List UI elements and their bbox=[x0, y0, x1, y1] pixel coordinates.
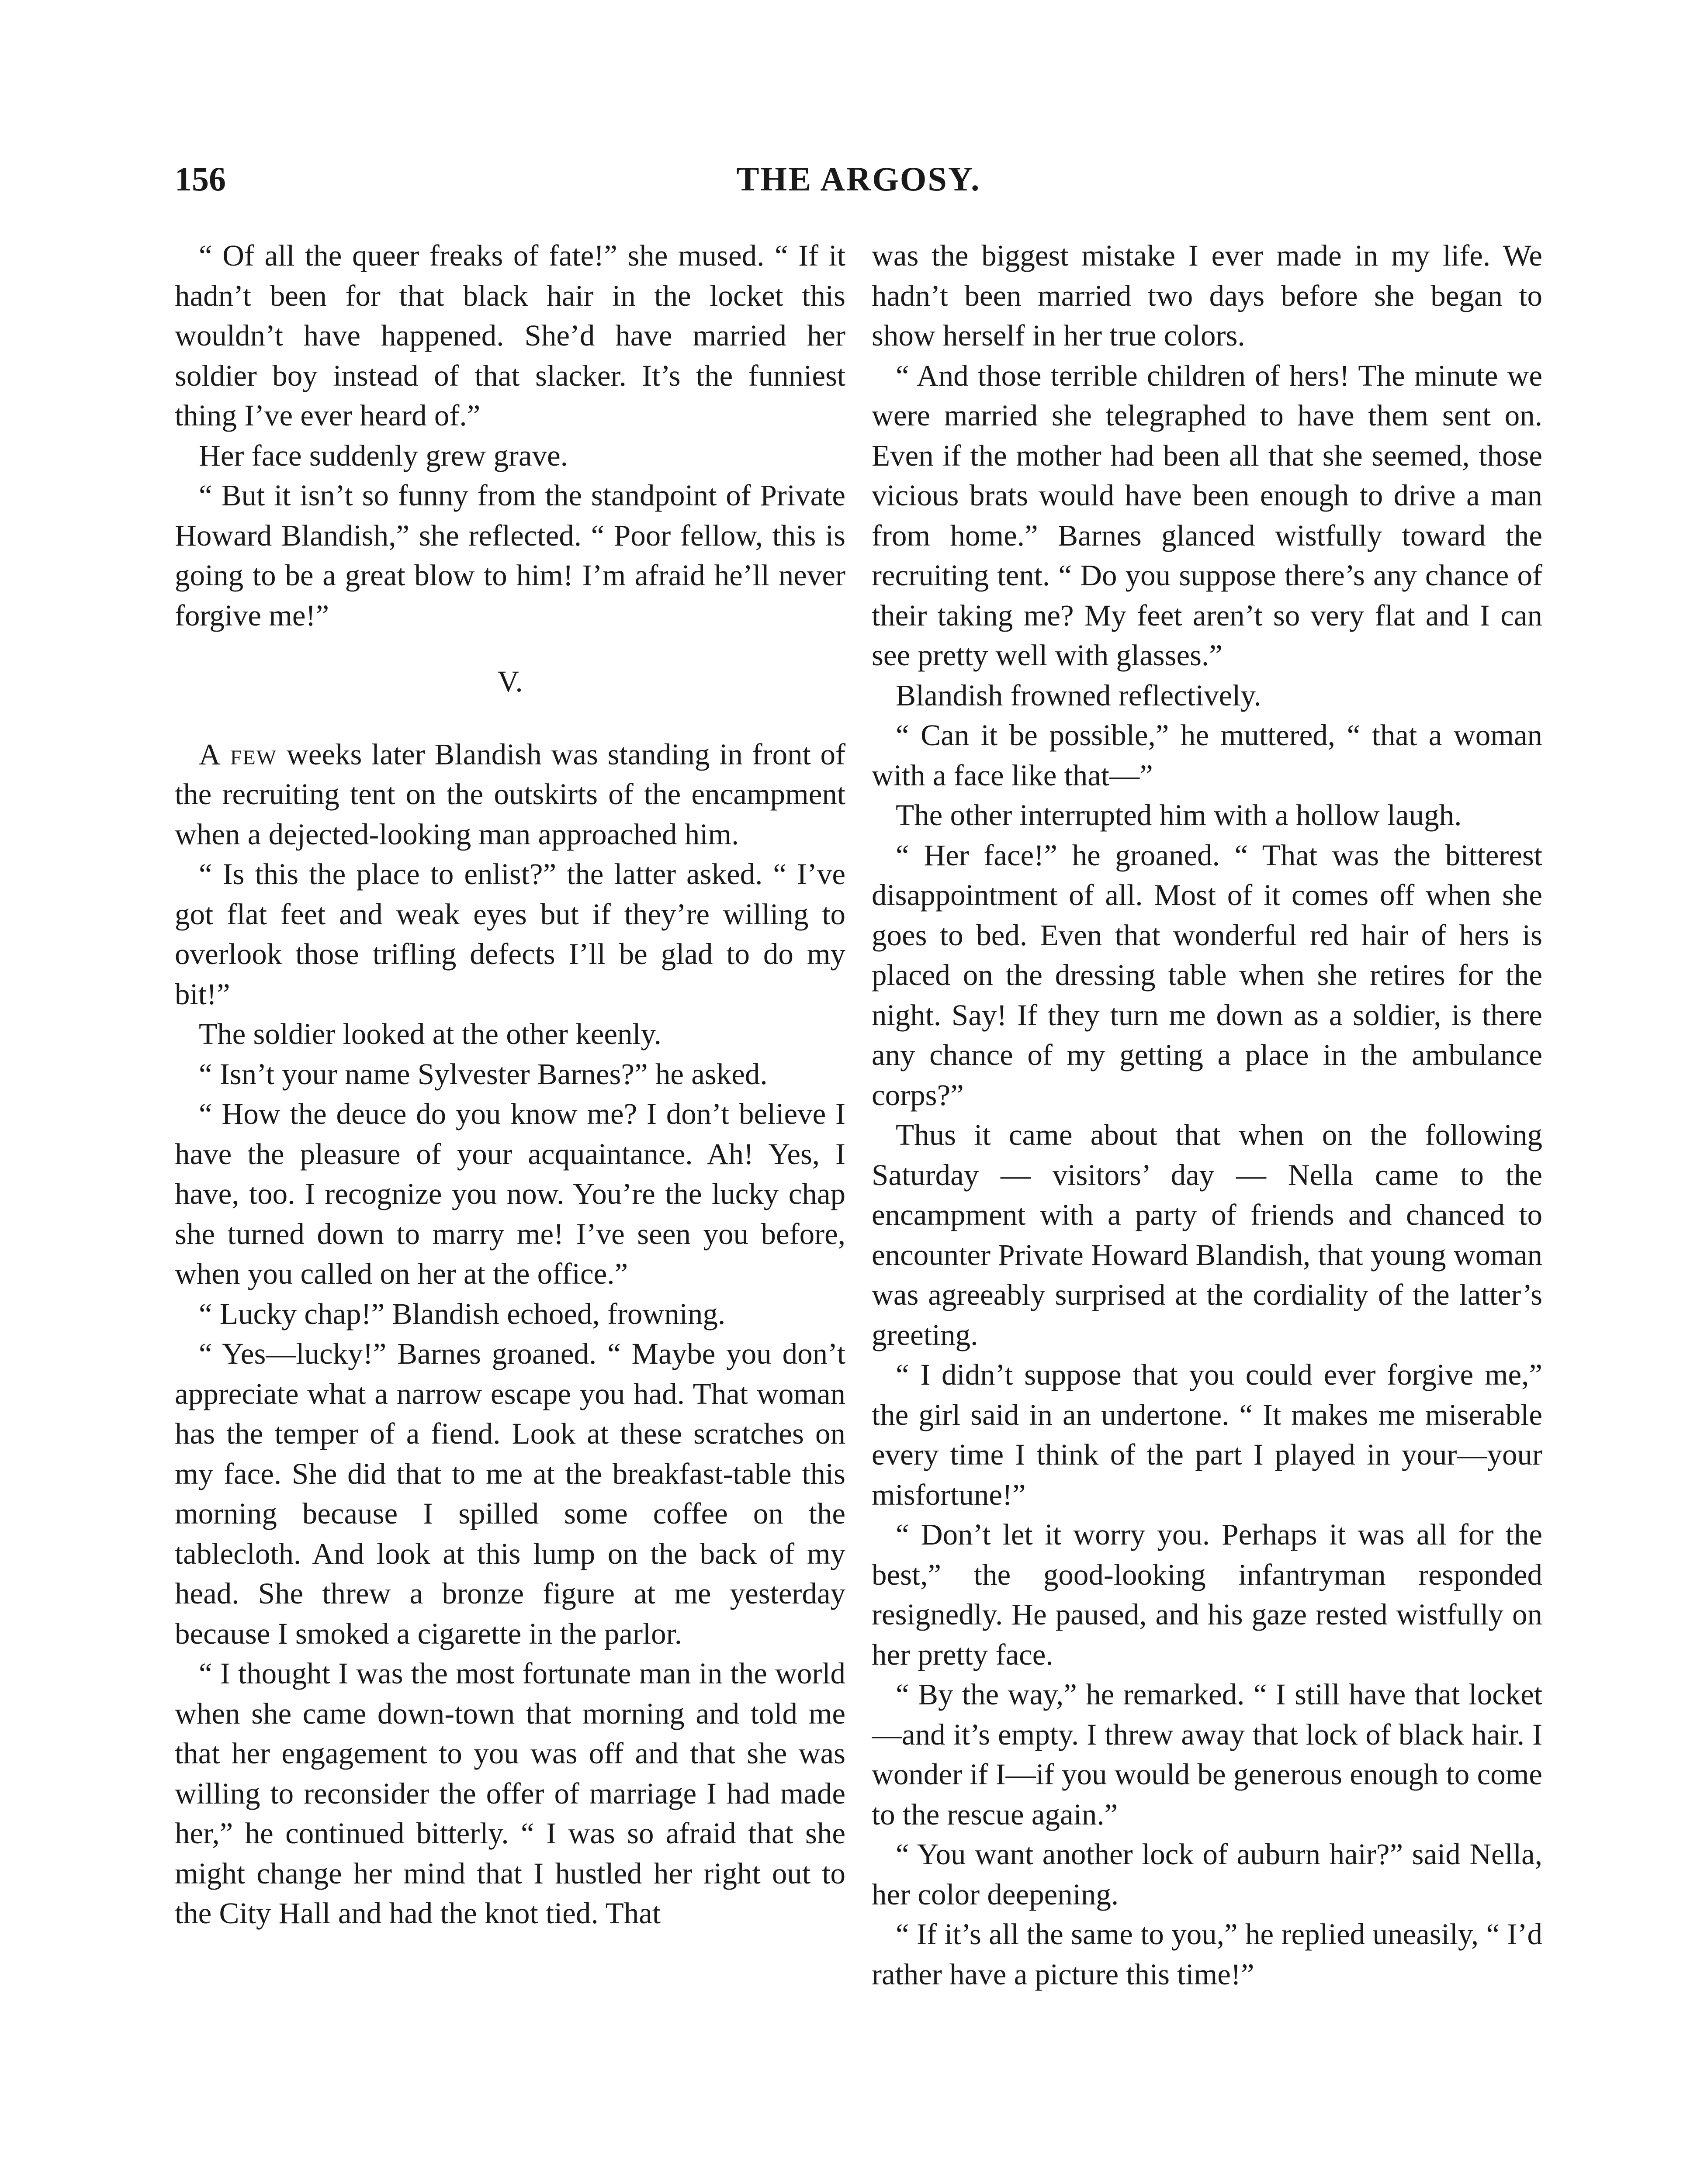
paragraph: “ How the deuce do you know me? I don’t believe I have the pleasure of your acquaintance. Ah! Yes, I have, too. I recognize you now. You’re the lucky chap she turned down to marry me! I’ve seen you before, when you called on her at the office.” bbox=[175, 1097, 845, 1290]
paragraph: Thus it came about that when on the following Saturday — visitors’ day — Nella came to the encampment with a party of friends and chanced to encounter Private Howard Blandish, that young woman was agreeably surprised at the cordiality of the latter’s greeting. bbox=[872, 1118, 1542, 1351]
paragraph: “ Can it be possible,” he muttered, “ that a woman with a face like that—” bbox=[872, 719, 1542, 792]
paragraph: “ Of all the queer freaks of fate!” she mused. “ If it hadn’t been for that black hair in the locket this wouldn’t have happened. She’d have married her soldier boy instead of that slacker. It’s the funniest thing I’ve ever heard of.” bbox=[175, 239, 845, 432]
paragraph: The other interrupted him with a hollow laugh. bbox=[896, 798, 1462, 832]
paragraph: “ Don’t let it worry you. Perhaps it was all for the best,” the good-looking infantryman responded resignedly. He paused, and his gaze rested wistfully on her pretty face. bbox=[872, 1518, 1542, 1671]
section-heading: V. bbox=[497, 665, 523, 698]
right-column bbox=[872, 236, 1542, 2184]
paragraph: Her face suddenly grew grave. bbox=[199, 439, 568, 472]
page-number: 156 bbox=[175, 160, 226, 198]
paragraph: “ By the way,” he remarked. “ I still have that locket—and it’s empty. I threw away that lock of black hair. I wonder if I—if you would be generous enough to come to the rescue again.” bbox=[872, 1678, 1542, 1831]
left-column bbox=[175, 236, 845, 2184]
paragraph: “ Isn’t your name Sylvester Barnes?” he asked. bbox=[199, 1057, 768, 1091]
paragraph: “ You want another lock of auburn hair?” said Nella, her color deepening. bbox=[872, 1838, 1542, 1911]
section-opening-rest: weeks later Blandish was standing in front of the recruiting tent on the outskirts of the encampment when a dejected-looking man approached him. bbox=[175, 737, 845, 851]
paragraph: “ But it isn’t so funny from the standpoint of Private Howard Blandish,” she reflected. “ Poor fellow, this is going to be a great blow to him! I’m afraid he’ll never forgive me!” bbox=[175, 479, 845, 632]
paragraph: “ Lucky chap!” Blandish echoed, frowning. bbox=[199, 1297, 726, 1330]
paragraph: “ Her face!” he groaned. “ That was the bitterest disappointment of all. Most of it comes off when she goes to bed. Even that wonderful red hair of hers is placed on the dressing table when she retires for the night. Say! If they turn me down as a soldier, is there any chance of my getting a place in the ambulance corps?” bbox=[872, 838, 1542, 1112]
paragraph: “ I didn’t suppose that you could ever forgive me,” the girl said in an undertone. “ It makes me miserable every time I think of the part I played in your—your misfortune!” bbox=[872, 1358, 1542, 1511]
paragraph: “ If it’s all the same to you,” he replied uneasily, “ I’d rather have a picture this time!” bbox=[872, 1918, 1542, 1991]
section-opening-paragraph bbox=[175, 735, 845, 855]
paragraph: The soldier looked at the other keenly. bbox=[199, 1017, 662, 1051]
page-header bbox=[175, 157, 1542, 205]
continued-paragraph: was the biggest mistake I ever made in my life. We hadn’t been married two days before she began to show herself in her true colors. bbox=[872, 239, 1542, 352]
paragraph: Blandish frowned reflectively. bbox=[896, 678, 1261, 712]
section-opening-smallcaps: A few bbox=[199, 737, 277, 771]
paragraph: “ Is this the place to enlist?” the latter asked. “ I’ve got flat feet and weak eyes but if they’re willing to overlook those trifling defects I’ll be glad to do my bit!” bbox=[175, 857, 845, 1011]
paragraph: “ And those terrible children of hers! The minute we were married she telegraphed to have them sent on. Even if the mother had been all that she seemed, those vicious brats would have been enough to drive a man from home.” Barnes glanced wistfully toward the recruiting tent. “ Do you suppose there’s any chance of their taking me? My feet aren’t so very flat and I can see pretty well with glasses.” bbox=[872, 359, 1542, 672]
paragraph: “ Yes—lucky!” Barnes groaned. “ Maybe you don’t appreciate what a narrow escape you had. That woman has the temper of a fiend. Look at these scratches on my face. She did that to me at the breakfast-table this morning because I spilled some coffee on the tablecloth. And look at this lump on the back of my head. She threw a bronze figure at me yesterday because I smoked a cigarette in the parlor. bbox=[175, 1337, 845, 1650]
running-head: THE ARGOSY. bbox=[736, 160, 981, 198]
paragraph: “ I thought I was the most fortunate man in the world when she came down-town that morning and told me that her engagement to you was off and that she was willing to reconsider the offer of marriage I had made her,” he continued bitterly. “ I was so afraid that she might change her mind that I hustled her right out to the City Hall and had the knot tied. That bbox=[175, 1657, 845, 1930]
